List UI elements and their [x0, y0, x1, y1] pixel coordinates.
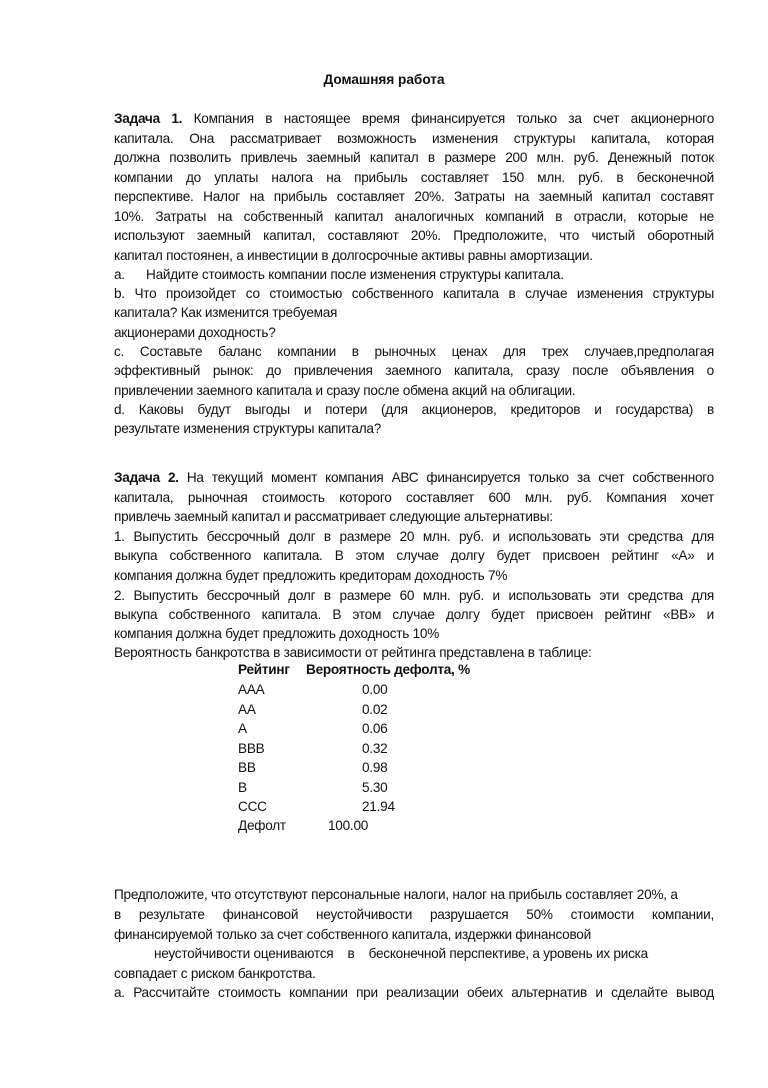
task2-line: компания должна будет предложить доходность 10% — [114, 626, 440, 641]
task1-line: 10%. Затраты на собственный капитал аналогичных компаний в отрасли, которые не — [114, 209, 714, 224]
task2-text: На текущий момент компания АВС финансируется только за счет собственного — [186, 470, 714, 485]
task2-label: Задача 2. — [114, 470, 179, 485]
table-cell-rating: BB — [238, 760, 256, 775]
task2-line: 1. Выпустить бессрочный долг в размере 20 млн. руб. и использовать эти средства для — [114, 529, 714, 544]
task1-line: используют заемный капитал, составляют 20%. Предположите, что чистый оборотный — [114, 228, 714, 243]
task2-line: выкупа собственного капитала. В этом случае долгу будет присвоен рейтинг «А» и — [114, 548, 714, 563]
task1-question: результате изменения структуры капитала? — [114, 421, 382, 436]
task1-question: капитала? Как изменится требуемая — [114, 305, 338, 320]
table-cell-probability: 0.02 — [362, 702, 388, 717]
task2-line: 2. Выпустить бессрочный долг в размере 60 млн. руб. и использовать эти средства для — [114, 588, 714, 603]
table-header-probability: Вероятность дефолта, % — [306, 662, 470, 677]
task1-question: эффективный рынок: до привлечения заемного капитала, сразу после объявления о — [114, 363, 714, 378]
table-cell-rating: AAA — [238, 682, 265, 697]
task1-question: d. Каковы будут выгоды и потери (для акционеров, кредиторов и государства) в — [114, 402, 714, 417]
task2-line: выкупа собственного капитала. В этом случае долгу будет присвоен рейтинг «ВВ» и — [114, 607, 714, 622]
table-header-rating: Рейтинг — [238, 662, 290, 677]
task2-line — [114, 469, 714, 487]
table-cell-probability: 5.30 — [362, 780, 388, 795]
table-cell-rating: A — [238, 721, 247, 736]
task1-line: компании до уплаты налога на прибыль составляет 150 млн. руб. в бесконечной — [114, 170, 714, 185]
task1-text: Компания в настоящее время финансируется только за счет акционерного — [193, 111, 714, 126]
task1-question: a. Найдите стоимость компании после изменения структуры капитала. — [114, 267, 564, 282]
table-cell-rating: CCC — [238, 799, 267, 814]
task2-line: капитала, рыночная стоимость которого составляет 600 млн. руб. Компания хочет — [114, 490, 714, 505]
table-cell-rating: BBB — [238, 741, 265, 756]
task1-question: привлечении заемного капитала и сразу после обмена акций на облигации. — [114, 383, 576, 398]
table-cell-rating: B — [238, 780, 247, 795]
table-cell-probability: 21.94 — [362, 799, 395, 814]
task2-line: Вероятность банкротства в зависимости от рейтинга представлена в таблице: — [114, 645, 592, 660]
table-cell-probability: 0.98 — [362, 760, 388, 775]
table-cell-rating: Дефолт — [238, 818, 286, 833]
task1-line: капитал постоянен, а инвестиции в долгосрочные активы равны амортизации. — [114, 248, 593, 263]
table-cell-rating: AA — [238, 702, 256, 717]
task2-assumption-line: Предположите, что отсутствуют персональные налоги, налог на прибыль составляет 20%, а — [114, 887, 678, 902]
task1-line: перспективе. Налог на прибыль составляет 20%. Затраты на заемный капитал составят — [114, 189, 714, 204]
table-cell-probability: 0.32 — [362, 741, 388, 756]
task2-assumption-line: совпадает с риском банкротства. — [114, 966, 316, 981]
task2-line: компания должна будет предложить кредиторам доходность 7% — [114, 568, 508, 583]
task1-question: b. Что произойдет со стоимостью собственного капитала в случае изменения структуры — [114, 286, 714, 301]
page-title: Домашняя работа — [323, 72, 445, 87]
task1-question: c. Составьте баланс компании в рыночных ценах для трех случаев,предполагая — [114, 344, 714, 359]
task1-line — [114, 110, 714, 128]
task1-line: капитала. Она рассматривает возможность изменения структуры капитала, которая — [114, 131, 714, 146]
table-cell-probability: 100.00 — [328, 818, 369, 833]
task2-assumption-line: финансируемой только за счет собственного капитала, издержки финансовой — [114, 927, 591, 942]
table-cell-probability: 0.06 — [362, 721, 388, 736]
task2-assumption-line: неустойчивости оцениваются в бесконечной перспективе, а уровень их риска — [154, 946, 648, 961]
task1-question: акционерами доходность? — [114, 325, 276, 340]
table-cell-probability: 0.00 — [362, 682, 388, 697]
task1-line: должна позволить привлечь заемный капитал в размере 200 млн. руб. Денежный поток — [114, 150, 714, 165]
task1-label: Задача 1. — [114, 111, 183, 126]
task2-assumption-line: в результате финансовой неустойчивости разрушается 50% стоимости компании, — [114, 907, 714, 922]
task2-line: привлечь заемный капитал и рассматривает следующие альтернативы: — [114, 509, 553, 524]
task2-question: a. Рассчитайте стоимость компании при реализации обеих альтернатив и сделайте вывод — [114, 985, 714, 1000]
